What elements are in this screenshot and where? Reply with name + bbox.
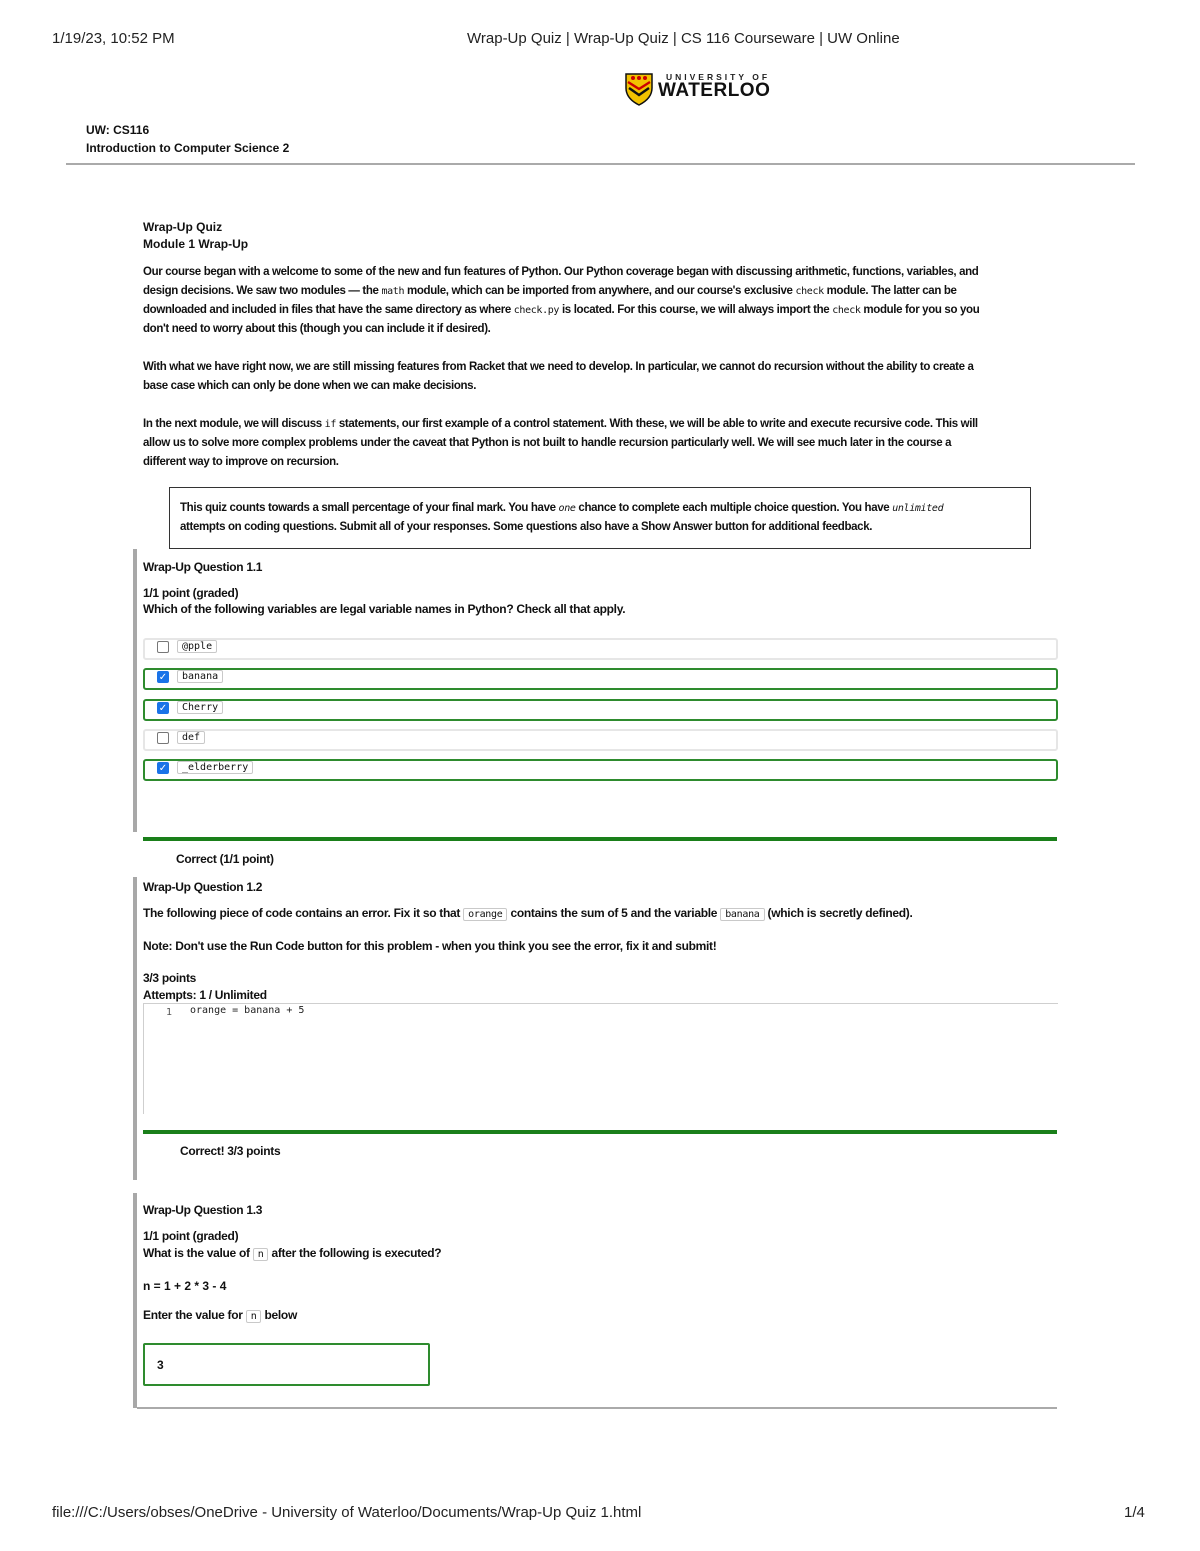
quiz-notice-box bbox=[169, 487, 1031, 549]
text: after the following is executed? bbox=[268, 1246, 442, 1260]
text: The following piece of code contains an error. Fix it so that bbox=[143, 906, 464, 920]
q1-option-label: def bbox=[177, 731, 205, 744]
q2-note bbox=[143, 939, 716, 953]
text: Enter the value for bbox=[143, 1308, 246, 1322]
note-text: Don't use the Run Code button for this problem - when you think you see the error, fix it and submit! bbox=[172, 939, 717, 953]
q2-code-editor[interactable] bbox=[143, 1003, 1058, 1114]
q3-enter-label bbox=[143, 1308, 297, 1322]
checkbox-unchecked-icon[interactable] bbox=[157, 641, 169, 653]
print-datetime: 1/19/23, 10:52 PM bbox=[52, 30, 175, 47]
print-file-path: file:///C:/Users/obses/OneDrive - University of Waterloo/Documents/Wrap-Up Quiz 1.html bbox=[52, 1504, 642, 1521]
line-number: 1 bbox=[166, 1007, 173, 1018]
inline-code-check: check bbox=[832, 305, 861, 316]
inline-code-math: math bbox=[381, 286, 405, 297]
intro-paragraph-1 bbox=[143, 263, 1043, 339]
q3-expression: n = 1 + 2 * 3 - 4 bbox=[143, 1279, 227, 1293]
q1-option-label: _elderberry bbox=[177, 761, 253, 774]
inline-code-n: n bbox=[246, 1310, 262, 1323]
text: design decisions. We saw two modules — the bbox=[143, 285, 382, 297]
checkbox-checked-icon[interactable]: ✓ bbox=[158, 672, 168, 683]
print-page-number: 1/4 bbox=[1124, 1504, 1145, 1521]
intro-p3-line-a bbox=[143, 415, 1043, 434]
text: contains the sum of 5 and the variable bbox=[507, 906, 721, 920]
q1-feedback: Correct (1/1 point) bbox=[176, 852, 274, 866]
inline-code-if: if bbox=[324, 419, 337, 430]
notice-emphasis-unlimited: unlimited bbox=[892, 503, 944, 514]
q1-option-label: Cherry bbox=[177, 701, 223, 714]
intro-p1-line-a: Our course began with a welcome to some of the new and fun features of Python. Our Python coverage began with discussing arithmetic, functions, variables, and bbox=[143, 266, 979, 278]
logo-top-text: UNIVERSITY OF bbox=[666, 72, 771, 82]
q2-title: Wrap-Up Question 1.2 bbox=[143, 880, 263, 894]
text: (which is secretly defined). bbox=[764, 906, 913, 920]
quiz-subtitle: Module 1 Wrap-Up bbox=[143, 237, 249, 251]
q2-left-bar bbox=[133, 877, 137, 1180]
q3-bottom-divider bbox=[137, 1407, 1057, 1409]
text: below bbox=[261, 1308, 297, 1322]
notice-line-2: attempts on coding questions. Submit all of your responses. Some questions also have a Show Answer button for additional feedback. bbox=[180, 521, 873, 533]
intro-p1-line-b bbox=[143, 282, 1043, 301]
checkbox-checked-icon[interactable]: ✓ bbox=[158, 703, 168, 714]
q2-correct-bar bbox=[143, 1130, 1057, 1134]
notice-emphasis-one: one bbox=[558, 503, 576, 514]
q3-title: Wrap-Up Question 1.3 bbox=[143, 1203, 263, 1217]
text: What is the value of bbox=[143, 1246, 253, 1260]
q2-feedback: Correct! 3/3 points bbox=[180, 1144, 281, 1158]
q3-left-bar bbox=[133, 1193, 137, 1408]
text: module. The latter can be bbox=[823, 285, 957, 297]
course-code: UW: CS116 bbox=[86, 123, 150, 137]
notice-text bbox=[180, 499, 1020, 537]
note-label: Note: bbox=[143, 939, 173, 953]
text: This quiz counts towards a small percentage of your final mark. You have bbox=[180, 502, 559, 514]
university-logo bbox=[624, 72, 774, 108]
q2-prompt bbox=[143, 906, 913, 920]
checkbox-checked-icon[interactable]: ✓ bbox=[158, 763, 168, 774]
checkbox-unchecked-icon[interactable] bbox=[157, 732, 169, 744]
code-line[interactable]: orange = banana + 5 bbox=[190, 1005, 305, 1016]
intro-p2-line-b: base case which can only be done when we can make decisions. bbox=[143, 380, 477, 392]
q1-prompt: Which of the following variables are legal variable names in Python? Check all that apply. bbox=[143, 602, 626, 616]
print-page-title: Wrap-Up Quiz | Wrap-Up Quiz | CS 116 Courseware | UW Online bbox=[467, 30, 900, 47]
header-divider bbox=[66, 163, 1135, 165]
q3-points: 1/1 point (graded) bbox=[143, 1229, 239, 1243]
intro-p3-line-b: allow us to solve more complex problems under the caveat that Python is not built to handle recursion particularly well. We will see much later in the course a bbox=[143, 437, 952, 449]
q3-prompt bbox=[143, 1246, 441, 1260]
q1-option-def[interactable] bbox=[143, 729, 1058, 751]
inline-code-banana: banana bbox=[720, 908, 764, 921]
q1-left-bar bbox=[133, 549, 137, 832]
waterloo-shield-icon bbox=[624, 72, 654, 106]
inline-code-orange: orange bbox=[463, 908, 507, 921]
course-name: Introduction to Computer Science 2 bbox=[86, 141, 290, 155]
q2-attempts: Attempts: 1 / Unlimited bbox=[143, 988, 267, 1002]
inline-code-check-py: check.py bbox=[513, 305, 560, 316]
q1-option-cherry[interactable] bbox=[143, 699, 1058, 721]
q1-correct-bar bbox=[143, 837, 1057, 841]
intro-p1-line-c bbox=[143, 301, 1043, 320]
intro-paragraph-3 bbox=[143, 415, 1043, 472]
intro-p3-line-c: different way to improve on recursion. bbox=[143, 456, 339, 468]
q1-option-apple[interactable] bbox=[143, 638, 1058, 660]
q2-points: 3/3 points bbox=[143, 971, 197, 985]
q1-option-label: @pple bbox=[177, 640, 217, 653]
text: chance to complete each multiple choice question. You have bbox=[575, 502, 893, 514]
inline-code-n: n bbox=[253, 1248, 269, 1261]
text: is located. For this course, we will always import the bbox=[559, 304, 833, 316]
q1-title: Wrap-Up Question 1.1 bbox=[143, 560, 263, 574]
q1-option-elderberry[interactable] bbox=[143, 759, 1058, 781]
text: downloaded and included in files that have the same directory as where bbox=[143, 304, 514, 316]
intro-paragraph-2 bbox=[143, 358, 1043, 396]
quiz-title: Wrap-Up Quiz bbox=[143, 220, 223, 234]
q1-points: 1/1 point (graded) bbox=[143, 586, 239, 600]
inline-code-check: check bbox=[795, 286, 824, 297]
q1-option-banana[interactable] bbox=[143, 668, 1058, 690]
text: statements, our first example of a control statement. With these, we will be able to write and execute recursive code. This will bbox=[336, 418, 978, 430]
intro-p2-line-a: With what we have right now, we are still missing features from Racket that we need to develop. In particular, we cannot do recursion without the ability to create a bbox=[143, 361, 974, 373]
text: In the next module, we will discuss bbox=[143, 418, 325, 430]
intro-p1-line-d: don't need to worry about this (though you can include it if desired). bbox=[143, 323, 491, 335]
q3-answer-input[interactable] bbox=[143, 1343, 430, 1386]
logo-main-text: WATERLOO bbox=[658, 80, 771, 101]
text: module for you so you bbox=[860, 304, 980, 316]
q3-answer-value[interactable]: 3 bbox=[157, 1358, 164, 1372]
q1-option-label: banana bbox=[177, 670, 223, 683]
text: module, which can be imported from anywhere, and our course's exclusive bbox=[404, 285, 796, 297]
